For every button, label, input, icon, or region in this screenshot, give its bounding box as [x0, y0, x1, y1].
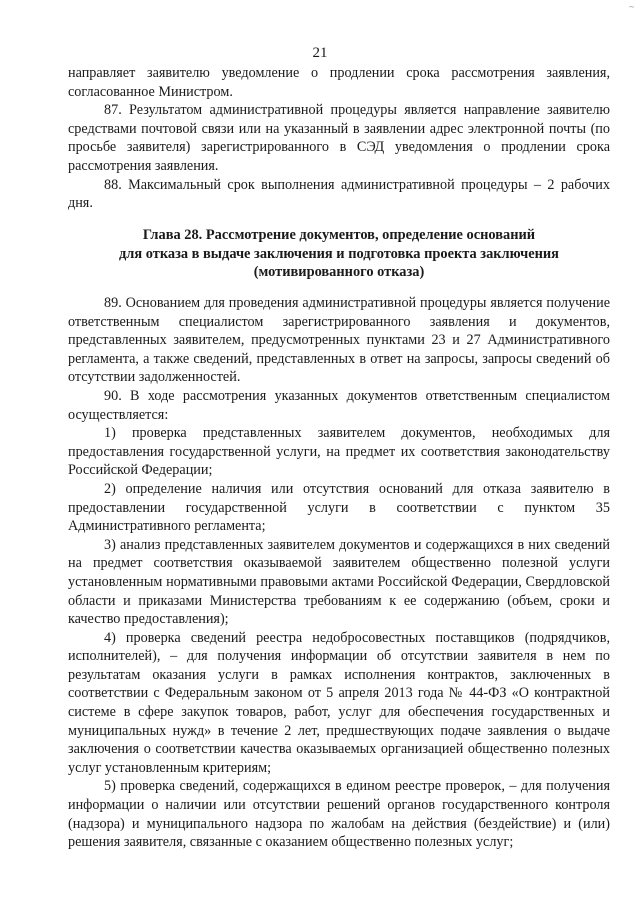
list-item-4: 4) проверка сведений реестра недобросовестных поставщиков (подрядчиков, исполнителей), – для получения информации об отсутствии заявителя в нем по результатам оказания услуги в рамках исполнения контрактов, заключенных в соответствии с Федеральным законом от 5 апреля 2013 года № 44-ФЗ «О контрактной системе в сфере закупок товаров, работ, услуг для обеспечения государственных и муниципальных нужд» в течение 2 лет, предшествующих подаче заявления о выдаче заключения о соответствии качества оказываемых организацией общественно полезных услуг установленным критериям; — [68, 629, 610, 776]
chapter-title — [68, 226, 610, 282]
chapter-title-line-2: для отказа в выдаче заключения и подготовка проекта заключения — [119, 245, 559, 262]
list-item-3: 3) анализ представленных заявителем документов и содержащихся в них сведений на предмет соответствия оказываемой заявителем общественно полезной услуги установленным нормативными правовыми актами Российской Федерации, Свердловской области и приказами Министерства требованиям к ее содержанию (объем, сроки и качество предоставления); — [68, 536, 610, 628]
paragraph-86-continuation: направляет заявителю уведомление о продлении срока рассмотрения заявления, согласованное Министром. — [68, 65, 610, 100]
chapter-title-line-3: (мотивированного отказа) — [253, 264, 425, 281]
text-block-top — [68, 64, 610, 213]
corner-mark: ~ — [629, 2, 634, 12]
paragraph-90: 90. В ходе рассмотрения указанных документов ответственным специалистом осуществляется: — [68, 387, 610, 423]
page-number: 21 — [312, 45, 328, 61]
text-block-bottom — [68, 294, 610, 852]
list-item-5: 5) проверка сведений, содержащихся в едином реестре проверок, – для получения информации о наличии или отсутствии решений органов государственного контроля (надзора) и муниципального надзора по жалобам на действия (бездействие) и (или) решения заявителя, связанные с оказанием общественно полезных услуг; — [68, 778, 610, 851]
list-item-2: 2) определение наличия или отсутствия оснований для отказа заявителю в предоставлении государственной услуги в соответствии с пунктом 35 Административного регламента; — [68, 480, 610, 535]
paragraph-89: 89. Основанием для проведения административной процедуры является получение ответственным специалистом зарегистрированного заявления и документов, представленных заявителем, предусмотренных пунктами 23 и 27 Административного регламента, а также сведений, представленных в ответ на запросы, запросы сведений об отсутствии задолженностей. — [68, 295, 610, 386]
chapter-title-line-1: Глава 28. Рассмотрение документов, определение оснований — [142, 227, 536, 243]
paragraph-87: 87. Результатом административной процедуры является направление заявителю средствами почтовой связи или на указанный в заявлении адрес электронной почты (по просьбе заявителя) зарегистрированного в СЭД уведомления о продлении срока рассмотрения заявления. — [68, 102, 610, 174]
list-item-1: 1) проверка представленных заявителем документов, необходимых для предоставления государственной услуги, на предмет их соответствия законодательству Российской Федерации; — [68, 425, 610, 479]
paragraph-88: 88. Максимальный срок выполнения административной процедуры – 2 рабочих дня. — [68, 176, 610, 212]
